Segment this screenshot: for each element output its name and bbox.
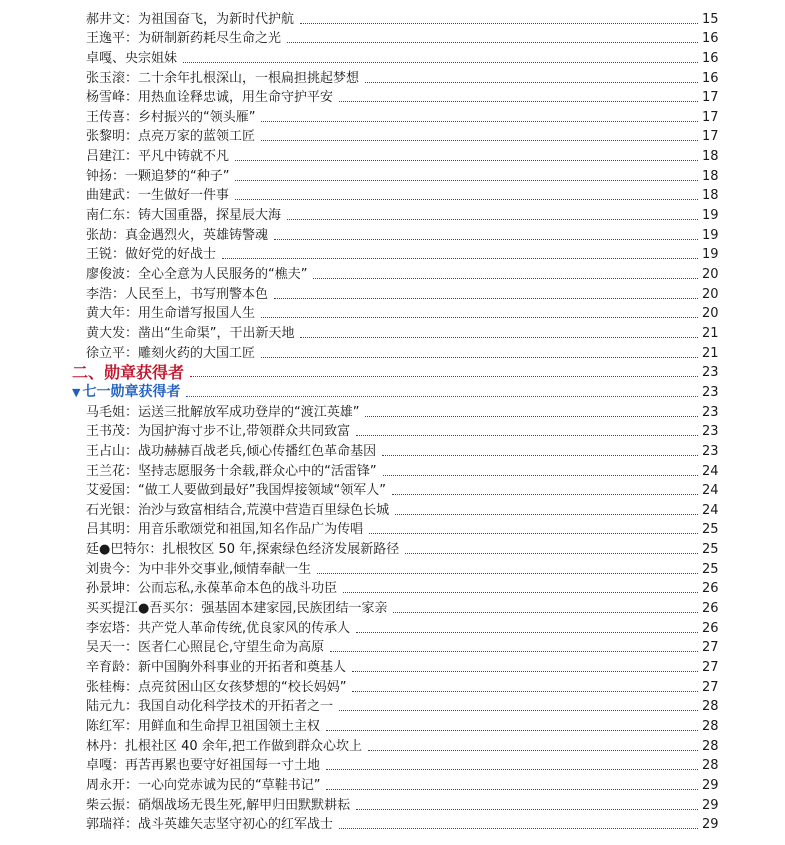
toc-entry[interactable]	[86, 67, 718, 87]
toc-entry-text: 孙景坤：公而忘私,永葆革命本色的战斗功臣	[86, 581, 338, 597]
toc-entry[interactable]	[86, 8, 718, 28]
toc-entry[interactable]	[86, 224, 718, 244]
toc-entry-title	[86, 325, 294, 342]
toc-entry-title	[86, 718, 320, 735]
dot-leader	[339, 828, 698, 829]
toc-entry-title	[86, 698, 333, 715]
dot-leader	[222, 258, 698, 259]
toc-entry[interactable]	[86, 263, 718, 283]
toc-entry-title	[86, 305, 255, 322]
toc-page-number: 18	[702, 168, 719, 184]
dot-leader	[261, 357, 698, 358]
toc-section-heading[interactable]	[72, 362, 718, 382]
toc-entry[interactable]	[86, 146, 718, 166]
toc-entry-title	[86, 70, 359, 87]
dot-leader	[365, 82, 698, 83]
toc-entry[interactable]	[86, 205, 718, 225]
toc-page-number: 29	[702, 777, 719, 793]
dot-leader	[235, 160, 698, 161]
toc-page-number: 23	[702, 384, 719, 400]
toc-entry-text: 张桂梅：点亮贫困山区女孩梦想的“校长妈妈”	[86, 679, 347, 695]
toc-entry-title	[86, 816, 333, 833]
toc-entry-text: 柴云振：硝烟战场无畏生死,解甲归田默默耕耘	[86, 797, 351, 813]
toc-entry-title	[86, 738, 362, 755]
toc-entry-text: 王锐：做好党的好战士	[86, 247, 217, 263]
toc-entry-text: 南仁东：铸大国重器，探星辰大海	[86, 208, 282, 224]
toc-page-number: 28	[702, 738, 719, 754]
toc-entry-title	[86, 482, 386, 499]
toc-entry[interactable]	[86, 755, 718, 775]
toc-entry[interactable]	[86, 283, 718, 303]
toc-entry-text: 郝井文：为祖国奋飞，为新时代护航	[86, 11, 295, 27]
toc-entry[interactable]	[86, 480, 718, 500]
toc-entry-text: 吕建江：平凡中铸就不凡	[86, 149, 230, 165]
toc-entry[interactable]	[86, 87, 718, 107]
toc-page-number: 16	[702, 50, 719, 66]
dot-leader	[343, 592, 698, 593]
toc-entry-title	[86, 659, 346, 676]
toc-entry-text: 曲建武：一生做好一件事	[86, 188, 230, 204]
toc-entry-text: 黄大年：用生命谱写报国人生	[86, 306, 256, 322]
toc-page-number: 23	[702, 424, 719, 440]
dot-leader	[392, 494, 698, 495]
toc-entry-title	[86, 580, 337, 597]
toc-entry-title	[86, 423, 350, 440]
toc-page-number: 19	[702, 208, 719, 224]
toc-entry[interactable]	[86, 598, 718, 618]
toc-entry-text: 廖俊波：全心全意为人民服务的“樵夫”	[86, 267, 308, 283]
toc-entry-title	[86, 227, 268, 244]
dot-leader	[382, 455, 698, 456]
toc-entry-text: 廷●巴特尔：扎根牧区 50 年,探索绿色经济发展新路径	[86, 542, 400, 558]
toc-entry-text: 陈红军：用鲜血和生命捍卫祖国领土主权	[86, 718, 321, 734]
dot-leader	[261, 121, 698, 122]
toc-entry-title	[86, 207, 281, 224]
toc-page-number: 27	[702, 679, 719, 695]
toc-page-number: 17	[702, 90, 719, 106]
toc-entry-title	[86, 246, 216, 263]
toc-subsection-heading[interactable]	[72, 381, 718, 401]
dot-leader	[339, 101, 698, 102]
toc-entry[interactable]	[86, 460, 718, 480]
toc-entry-title	[86, 600, 387, 617]
toc-entry[interactable]	[86, 303, 718, 323]
toc-entry[interactable]	[86, 558, 718, 578]
dot-leader	[330, 651, 698, 652]
toc-entry[interactable]	[86, 637, 718, 657]
dot-leader	[365, 416, 698, 417]
toc-entry[interactable]	[86, 715, 718, 735]
toc-entry[interactable]	[86, 165, 718, 185]
toc-entry-text: 吕其明：用音乐歌颂党和祖国,知名作品广为传唱	[86, 522, 364, 538]
toc-entry-title	[86, 11, 294, 28]
toc-page-number: 23	[702, 443, 719, 459]
toc-page-number: 16	[702, 70, 719, 86]
toc-entry-text: 王占山：战功赫赫百战老兵,倾心传播红色革命基因	[86, 443, 377, 459]
toc-page-number: 23	[702, 404, 719, 420]
toc-entry[interactable]	[86, 126, 718, 146]
toc-entry-text: 林丹：扎根社区 40 余年,把工作做到群众心坎上	[86, 738, 362, 754]
toc-page-number: 28	[702, 699, 719, 715]
toc-page-number: 26	[702, 620, 719, 636]
toc-entry[interactable]	[86, 499, 718, 519]
toc-entry[interactable]	[86, 735, 718, 755]
toc-entry[interactable]	[86, 342, 718, 362]
toc-entry-title	[86, 266, 307, 283]
toc-entry-title	[86, 187, 229, 204]
dot-leader	[261, 317, 698, 318]
dot-leader	[274, 239, 698, 240]
toc-entry[interactable]	[86, 539, 718, 559]
toc-page-number: 17	[702, 129, 719, 145]
dot-leader	[183, 62, 698, 63]
toc-entry-text: 杨雪峰：用热血诠释忠诚，用生命守护平安	[86, 90, 334, 106]
toc-page-number: 24	[702, 483, 719, 499]
dot-leader	[369, 533, 698, 534]
toc-entry[interactable]	[86, 440, 718, 460]
toc-entry[interactable]	[86, 814, 718, 834]
dot-leader	[274, 298, 698, 299]
toc-entry-title	[86, 50, 177, 67]
toc-entry-text: 王逸平：为研制新药耗尽生命之光	[86, 31, 282, 47]
toc-entry-text: 卓嘎、央宗姐妹	[86, 50, 178, 66]
toc-entry[interactable]	[86, 322, 718, 342]
toc-page-number: 17	[702, 109, 719, 125]
dot-leader	[261, 140, 698, 141]
toc-entry-title	[86, 679, 346, 696]
toc-entry-text: 七一勋章获得者	[82, 383, 181, 400]
toc-entry-text: 二、勋章获得者	[72, 363, 185, 383]
toc-entry-text: 郭瑞祥：战斗英雄矢志坚守初心的红军战士	[86, 817, 334, 833]
toc-entry-text: 张玉滚：二十余年扎根深山，一根扁担挑起梦想	[86, 70, 360, 86]
toc-entry-text: 李宏塔：共产党人革命传统,优良家风的传承人	[86, 620, 351, 636]
toc-page-number: 25	[702, 522, 719, 538]
toc-page-number: 27	[702, 640, 719, 656]
dot-leader	[317, 573, 698, 574]
toc-entry-title	[86, 541, 399, 558]
toc-entry[interactable]	[86, 106, 718, 126]
toc-page-number: 25	[702, 561, 719, 577]
toc-entry-title	[86, 463, 377, 480]
toc-entry[interactable]	[86, 28, 718, 48]
toc-entry-text: 刘贵今：为中非外交事业,倾情奉献一生	[86, 561, 312, 577]
dot-leader	[300, 337, 698, 338]
toc-entry-title	[86, 502, 389, 519]
dot-leader	[300, 23, 698, 24]
toc-entry-text: 王兰花：坚持志愿服务十余载,群众心中的“活雷锋”	[86, 463, 377, 479]
toc-entry[interactable]	[86, 401, 718, 421]
toc-entry-title	[86, 30, 281, 47]
toc-entry[interactable]	[86, 656, 718, 676]
dot-leader	[313, 278, 698, 279]
toc-entry-title	[86, 777, 320, 794]
toc-entry-text: 李浩：人民至上，书写刑警本色	[86, 286, 269, 302]
toc-entry-text: 辛育龄：新中国胸外科事业的开拓者和奠基人	[86, 660, 347, 676]
toc-entry-title	[86, 521, 363, 538]
toc-page-number: 16	[702, 31, 719, 47]
dot-leader	[287, 42, 698, 43]
toc-entry-text: 马毛姐：运送三批解放军成功登岸的“渡江英雄”	[86, 404, 360, 420]
toc-page-number: 26	[702, 601, 719, 617]
toc-page-number: 24	[702, 463, 719, 479]
toc-entry-text: 王书茂：为国护海寸步不让,带领群众共同致富	[86, 424, 351, 440]
toc-entry-title	[86, 797, 350, 814]
toc-entry-text: 徐立平：雕刻火药的大国工匠	[86, 345, 256, 361]
toc-entry-title	[86, 345, 255, 362]
toc-page-number: 24	[702, 502, 719, 518]
toc-entry[interactable]	[86, 244, 718, 264]
toc-entry-title	[86, 128, 255, 145]
toc-page-number: 20	[702, 286, 719, 302]
toc-entry-title	[72, 364, 184, 381]
toc-page-number: 29	[702, 817, 719, 833]
dot-leader	[352, 671, 698, 672]
toc-entry-text: 石光银：治沙与致富相结合,荒漠中营造百里绿色长城	[86, 502, 390, 518]
toc-entry-text: 陆元九：我国自动化科学技术的开拓者之一	[86, 699, 334, 715]
toc-page-number: 20	[702, 267, 719, 283]
dot-leader	[190, 376, 698, 377]
toc-entry-title	[86, 757, 320, 774]
dot-leader	[235, 199, 698, 200]
toc-entry-title	[86, 639, 324, 656]
dot-leader	[326, 769, 698, 770]
toc-entry-text: 艾爱国：“做工人要做到最好”我国焊接领域“领军人”	[86, 483, 386, 499]
dot-leader	[326, 789, 698, 790]
toc-page-number: 26	[702, 581, 719, 597]
toc-page-number: 21	[702, 325, 719, 341]
toc-entry-title	[86, 443, 376, 460]
dot-leader	[235, 180, 698, 181]
toc-page-number: 27	[702, 660, 719, 676]
toc-page-number: 28	[702, 718, 719, 734]
toc-entry-title	[86, 620, 350, 637]
dot-leader	[383, 475, 698, 476]
toc-entry[interactable]	[86, 794, 718, 814]
toc-page-number: 18	[702, 188, 719, 204]
dot-leader	[352, 691, 698, 692]
toc-page-number: 23	[702, 365, 719, 381]
dot-leader	[356, 435, 698, 436]
toc-entry[interactable]	[86, 617, 718, 637]
dot-leader	[186, 396, 698, 397]
toc-entry-text: 买买提江●吾买尔：强基固本建家园,民族团结一家亲	[86, 601, 388, 617]
dot-leader	[405, 553, 698, 554]
toc-page-number: 18	[702, 149, 719, 165]
toc-entry-title	[72, 384, 180, 401]
toc-entry[interactable]	[86, 47, 718, 67]
toc-page-number: 25	[702, 542, 719, 558]
toc-entry-text: 王传喜：乡村振兴的“领头雁”	[86, 109, 256, 125]
toc-entry[interactable]	[86, 578, 718, 598]
toc-entry-text: 卓嘎：再苦再累也要守好祖国每一寸土地	[86, 758, 321, 774]
dot-leader	[395, 514, 698, 515]
dot-leader	[339, 710, 698, 711]
toc-entry-text: 黄大发：凿出“生命渠”，干出新天地	[86, 325, 295, 341]
dot-leader	[356, 809, 698, 810]
toc-entry[interactable]	[86, 696, 718, 716]
toc-entry[interactable]	[86, 774, 718, 794]
toc-entry-title	[86, 286, 268, 303]
toc-page-number: 20	[702, 306, 719, 322]
toc-page-number: 19	[702, 247, 719, 263]
toc-entry[interactable]	[86, 185, 718, 205]
toc-entry-title	[86, 109, 255, 126]
toc-entry[interactable]	[86, 519, 718, 539]
toc-entry-text: 钟扬：一颗追梦的“种子”	[86, 168, 230, 184]
toc-entry-text: 张劼：真金遇烈火，英雄铸警魂	[86, 227, 269, 243]
toc-entry-title	[86, 561, 311, 578]
toc-entry[interactable]	[86, 676, 718, 696]
dot-leader	[356, 632, 698, 633]
collapse-triangle-icon[interactable]: ▼	[72, 385, 81, 399]
dot-leader	[326, 730, 698, 731]
toc-entry-title	[86, 404, 359, 421]
dot-leader	[368, 750, 698, 751]
toc-page-number: 15	[702, 11, 719, 27]
toc-page-number: 29	[702, 797, 719, 813]
toc-entry-title	[86, 89, 333, 106]
toc-page-number: 19	[702, 227, 719, 243]
toc-entry-title	[86, 148, 229, 165]
dot-leader	[393, 612, 698, 613]
dot-leader	[287, 219, 698, 220]
toc-entry-title	[86, 168, 229, 185]
toc-entry[interactable]	[86, 421, 718, 441]
toc-entry-text: 周永开：一心向党赤诚为民的“草鞋书记”	[86, 777, 321, 793]
toc-entry-text: 张黎明：点亮万家的蓝领工匠	[86, 129, 256, 145]
toc-entry-text: 吴天一：医者仁心照昆仑,守望生命为高原	[86, 640, 325, 656]
toc-page-number: 28	[702, 758, 719, 774]
toc-page-number: 21	[702, 345, 719, 361]
